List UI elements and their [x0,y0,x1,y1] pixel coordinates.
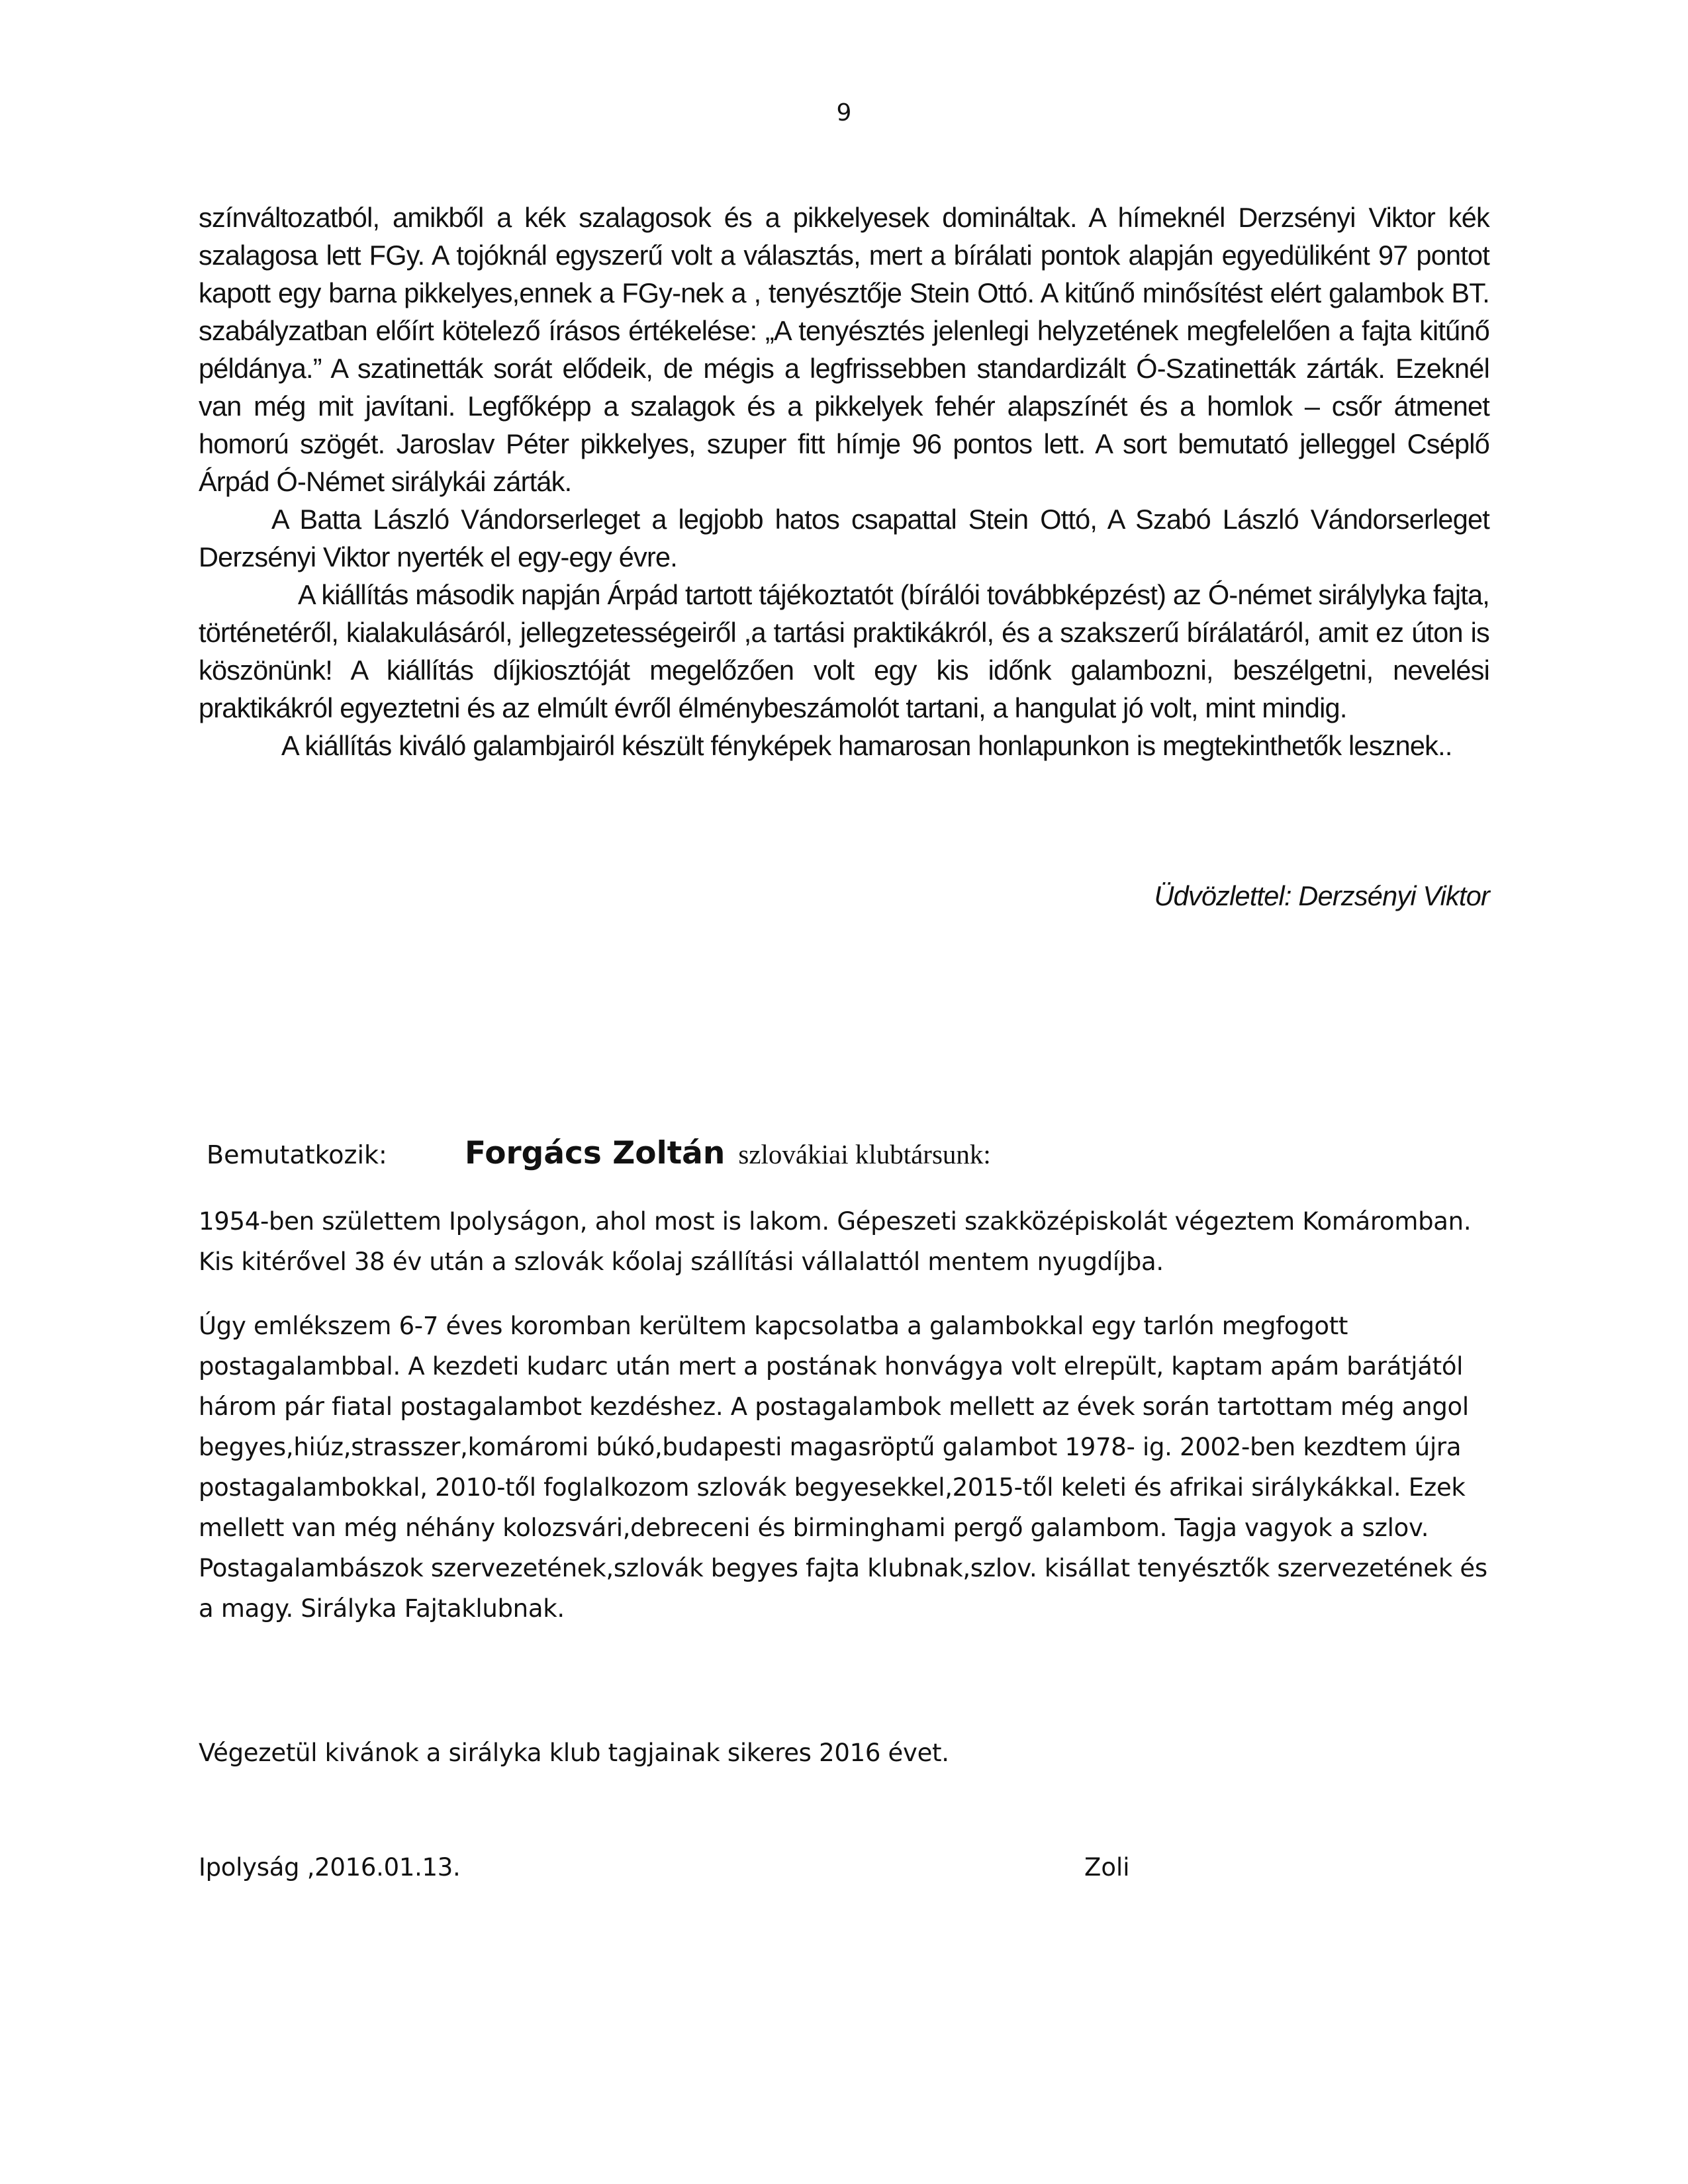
place-date: Ipolyság ,2016.01.13. [199,1853,461,1882]
introduction-name: Forgács Zoltán [465,1135,726,1171]
bio-body [199,1201,1489,1629]
author-name: Zoli [1084,1853,1130,1882]
bio-paragraph-2: Úgy emlékszem 6-7 éves koromban kerültem kapcsolatba a galambokkal egy tarlón megfogott postagalambbal. A kezdeti kudarc után mert a postának honvágya volt elrepült, kaptam apám barátjától három pár fiatal postagalambot kezdéshez. A postagalambok mellett az évek során tartottam még angol begyes,hiúz,strasszer,komáromi búkó,budapesti magasröptű galambot 1978- ig. 2002-ben kezdtem újra postagalambokkal, 2010-től foglalkozom szlovák begyesekkel,2015-től keleti és afrikai sirálykákkal. Ezek mellett van még néhány kolozsvári,debreceni és birminghami pergő galambom. Tagja vagyok a szlov. Postagalambászok szervezetének,szlovák begyes fajta klubnak,szlov. kisállat tenyésztők szervezetének és a magy. Sirályka Fajtaklubnak. [199,1312,1487,1623]
bio-paragraph-1: 1954-ben születtem Ipolyságon, ahol most is lakom. Gépeszeti szakközépiskolát végeztem Komáromban. Kis kitérővel 38 év után a szlovák kőolaj szállítási vállalattól mentem nyugdíjba. [199,1207,1472,1276]
article-paragraph-2: A Batta László Vándorserleget a legjobb hatos csapattal Stein Ottó, A Szabó László Vándorserleget Derzsényi Viktor nyerték el egy-egy évre. [199,504,1489,572]
article-paragraph-4: A kiállítás kiváló galambjairól készült fényképek hamarosan honlapunkon is megtekinthetők lesznek.. [281,730,1452,761]
article-signature: Üdvözlettel: Derzsényi Viktor [1154,880,1489,911]
article-paragraph-1: színváltozatból, amikből a kék szalagosok és a pikkelyesek domináltak. A hímeknél Derzsényi Viktor kék szalagosa lett FGy. A tojóknál egyszerű volt a választás, mert a bírálati pontok alapján egyedüliként 97 pontot kapott egy barna pikkelyes,ennek a FGy-nek a , tenyésztője Stein Ottó. A kitűnő minősítést elért galambok BT. szabályzatban előírt kötelező írásos értékelése: „A tenyésztés jelenlegi helyzetének megfelelően a fajta kitűnő példánya.” A szatinetták sorát elődeik, de mégis a legfrissebben standardizált Ó-Szatinetták zárták. Ezeknél van még mit javítani. Legfőképp a szalagok és a pikkelyek fehér alapszínét és a homlok – csőr átmenet homorú szögét. Jaroslav Péter pikkelyes, szuper fitt hímje 96 pontos lett. A sort bemutató jelleggel Cséplő Árpád Ó-Német sirálykái zárták. [199,202,1489,497]
article-paragraph-3: A kiállítás második napján Árpád tartott tájékoztatót (bírálói továbbképzést) az Ó-német sirálylyka fajta, történetéről, kialakulásáról, jellegzetességeiről ,a tartási praktikákról, és a szakszerű bírálatáról, amit ez úton is köszönünk! A kiállítás díjkiosztóját megelőzően volt egy kis időnk galambozni, beszélgetni, nevelési praktikákról egyeztetni és az elmúlt évről élménybeszámolót tartani, a hangulat jó volt, mint mindig. [199,579,1489,723]
article-body [199,199,1489,764]
introduction-label: Bemutatkozik: [207,1140,387,1169]
page-number: 9 [836,99,852,126]
bio-closing: Végezetül kivánok a sirályka klub tagjainak sikeres 2016 évet. [199,1739,949,1767]
introduction-tail: szlovákiai klubtársunk: [738,1139,991,1169]
introduction-heading [207,1135,991,1171]
